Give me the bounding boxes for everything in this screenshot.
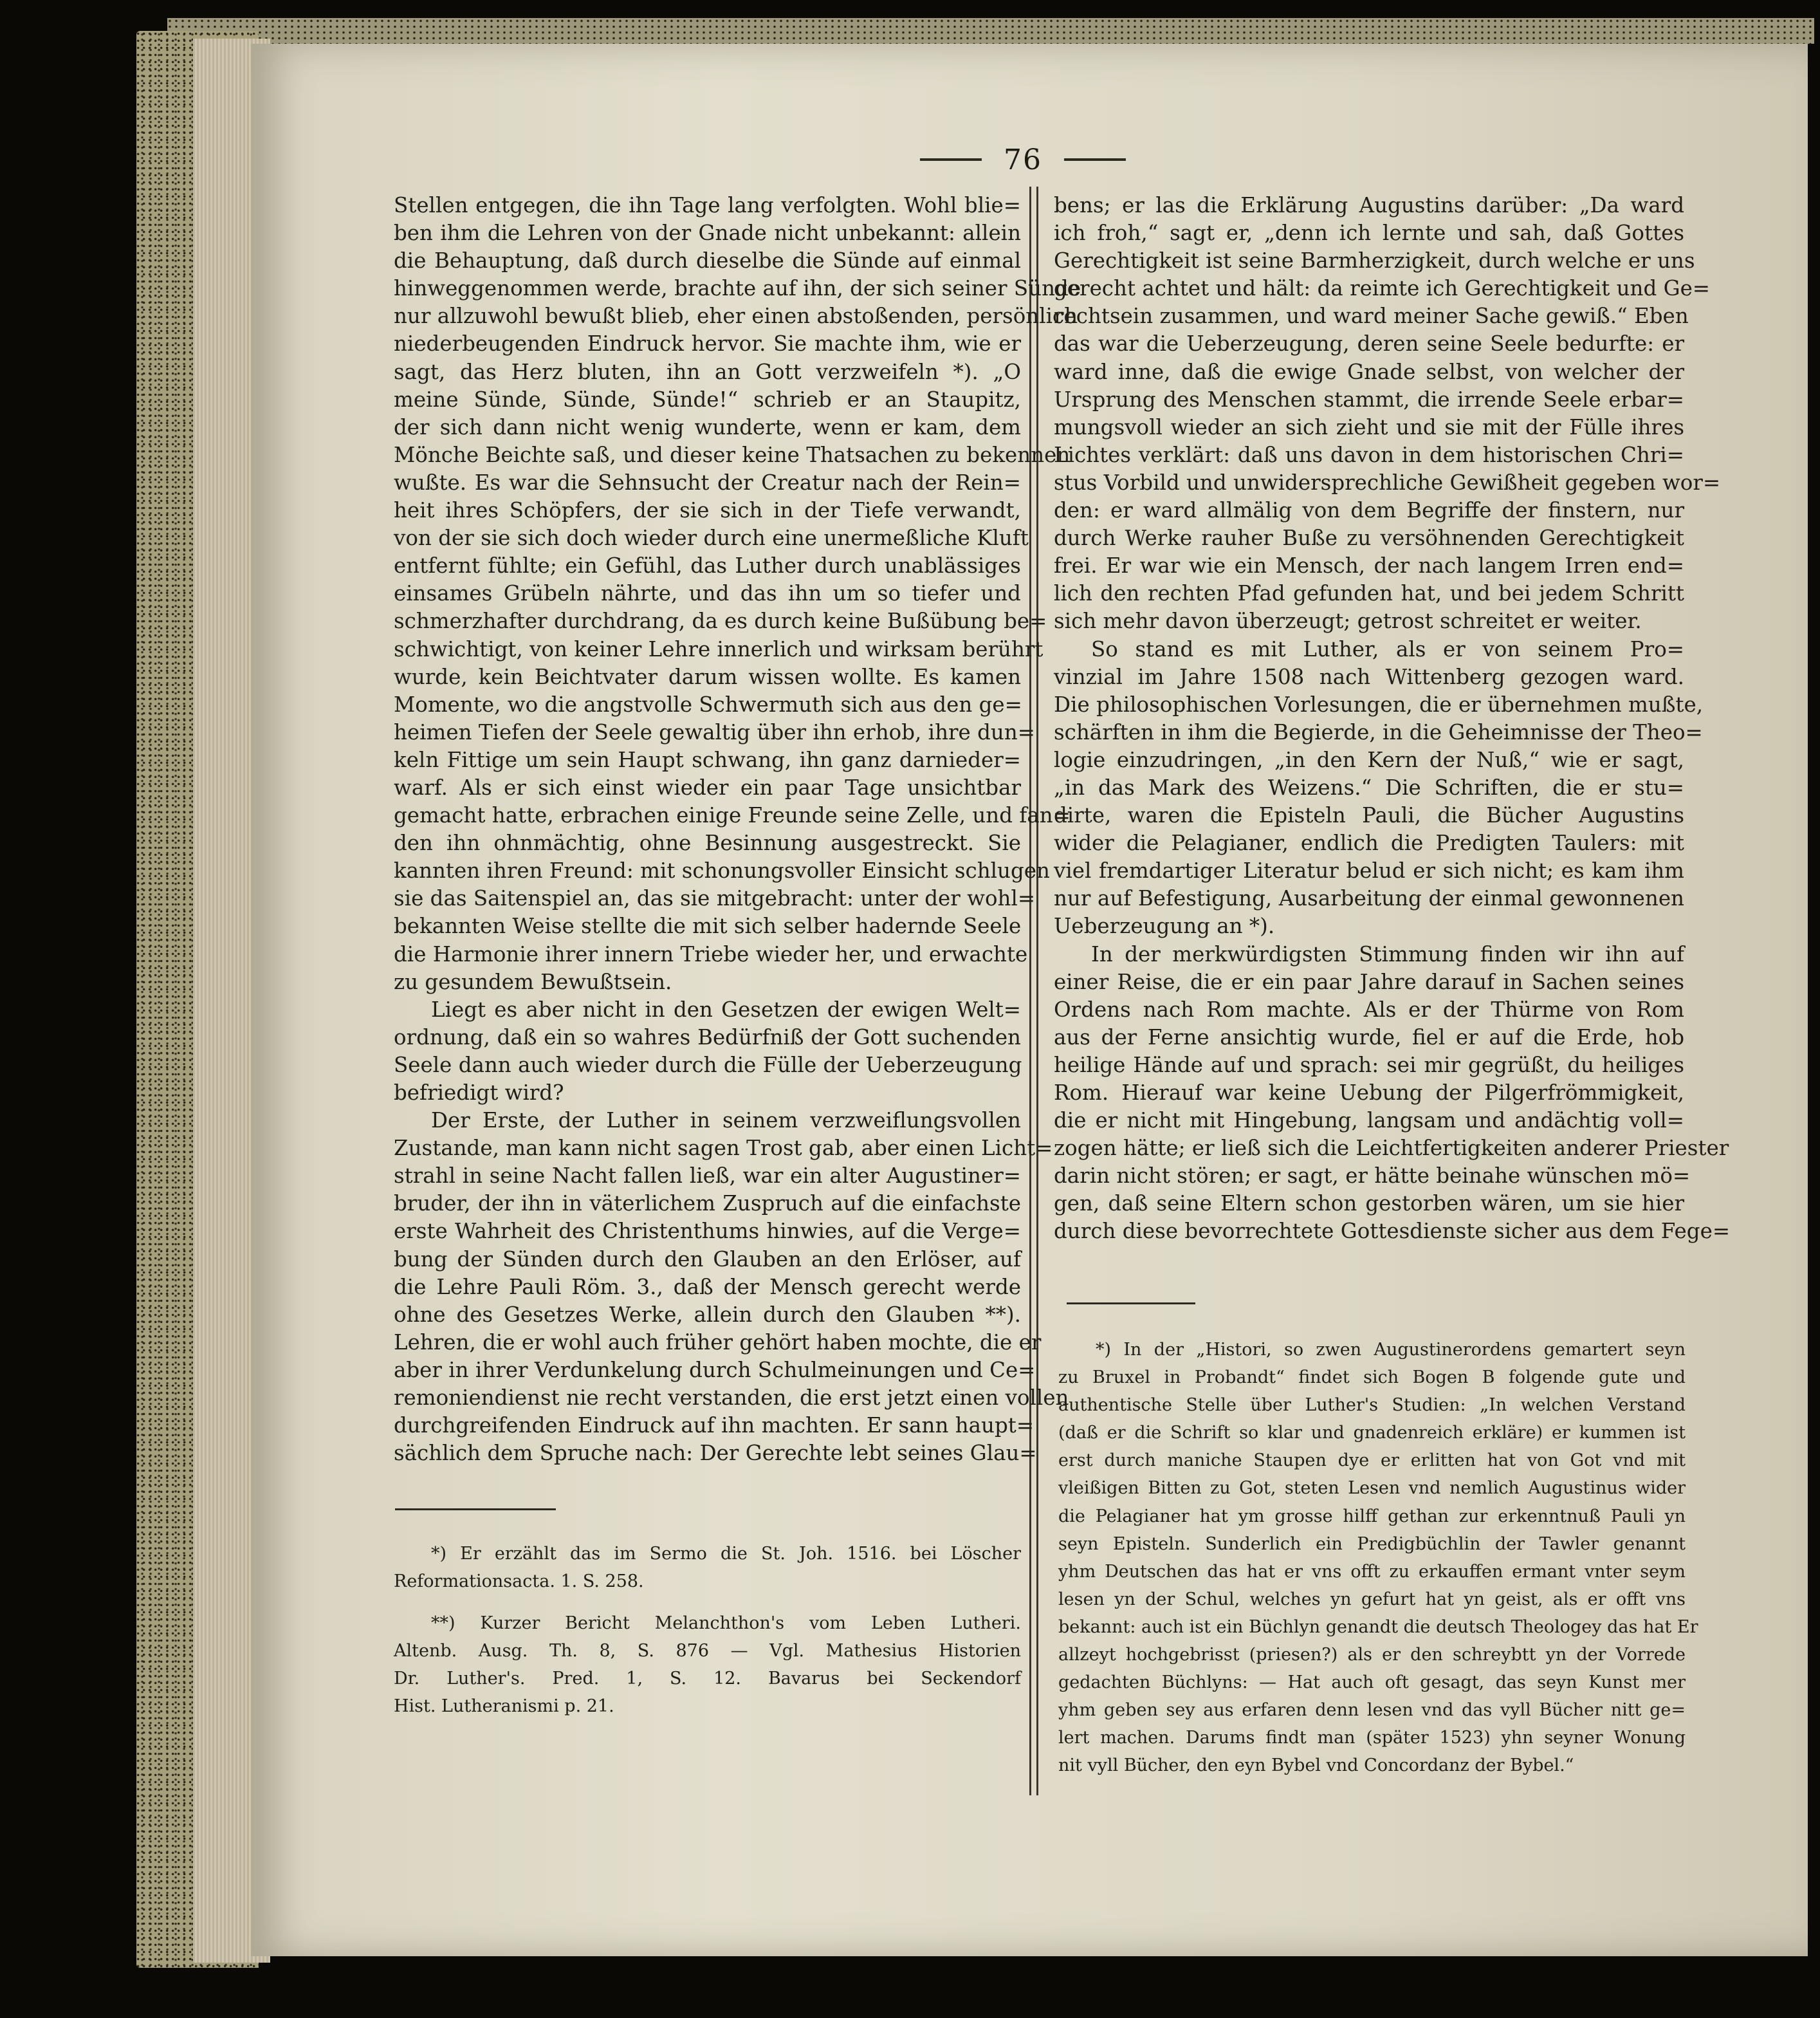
text-line: lert machen. Darums findt man (später 1523) yhn seyner Wonung [1058,1728,1686,1748]
text-line: den: er ward allmälig von dem Begriffe der finstern, nur [1054,498,1684,523]
page-number: 76 [1004,143,1042,176]
header-dash-right [1064,158,1126,161]
text-line: bekannten Weise stellte die mit sich selber hadernde Seele [394,914,1022,939]
text-line: entfernt fühlte; ein Gefühl, das Luther durch unablässiges [394,553,1021,579]
text-line: wider die Pelagianer, endlich die Predigten Taulers: mit [1054,831,1684,856]
column-divider [1029,187,1038,1795]
text-line: Stellen entgegen, die ihn Tage lang verfolgten. Wohl blie= [394,193,1021,218]
text-line: Lehren, die er wohl auch früher gehört haben mochte, die er [394,1329,1042,1355]
text-line: den ihn ohnmächtig, ohne Besinnung ausgestreckt. Sie [394,831,1021,856]
text-line: schmerzhafter durchdrang, da es durch keine Bußübung be= [394,609,1047,634]
text-line: stus Vorbild und unwidersprechliche Gewißheit gegeben wor= [1054,470,1721,495]
text-line: *) Er erzählt das im Sermo die St. Joh. 1516. bei Löscher [431,1544,1021,1564]
text-line: meine Sünde, Sünde, Sünde!“ schrieb er an Staupitz, [394,387,1021,412]
text-line: rechtsein zusammen, und ward meiner Sache gewiß.“ Eben [1054,304,1689,329]
text-line: ohne des Gesetzes Werke, allein durch den Glauben **). [394,1302,1021,1327]
text-line: allzeyt hochgebrisst (priesen?) als er den schreybtt yn der Vorrede [1058,1645,1686,1665]
footnote-rule-right [1067,1302,1195,1304]
text-line: zu gesundem Bewußtsein. [394,969,672,994]
text-line: dirte, waren die Episteln Pauli, die Bücher Augustins [1054,803,1684,828]
text-line: ward inne, daß die ewige Gnade selbst, von welcher der [1054,359,1684,384]
text-line: sagt, das Herz bluten, ihn an Gott verzweifeln *). „O [394,359,1021,384]
text-line: frei. Er war wie ein Mensch, der nach langem Irren end= [1054,553,1684,579]
text-line: sächlich dem Spruche nach: Der Gerechte lebt seines Glau= [394,1441,1037,1466]
text-line: logie einzudringen, „in den Kern der Nuß,“ wie er sagt, [1054,747,1684,772]
text-line: Seele dann auch wieder durch die Fülle der Ueberzeugung [394,1052,1022,1077]
text-line: heimen Tiefen der Seele gewaltig über ihn erhob, ihre dun= [394,719,1035,745]
text-line: **) Kurzer Bericht Melanchthon's vom Leben Lutheri. [431,1613,1021,1634]
text-line: Der Erste, der Luther in seinem verzweiflungsvollen [431,1108,1021,1133]
text-line: wußte. Es war die Sehnsucht der Creatur nach der Rein= [394,470,1021,495]
text-line: bekannt: auch ist ein Büchlyn genandt die deutsch Theologey das hat Er [1058,1616,1698,1637]
text-line: sich mehr davon überzeugt; getrost schreitet er weiter. [1054,609,1642,634]
text-line: Momente, wo die angstvolle Schwermuth sich aus den ge= [394,692,1022,717]
text-line: befriedigt wird? [394,1080,564,1105]
text-line: Zustande, man kann nicht sagen Trost gab, aber einen Licht= [394,1136,1053,1161]
text-line: kannten ihren Freund: mit schonungsvoller Einsicht schlugen [394,858,1050,884]
text-line: yhm geben sey aus erfaren denn lesen vnd das vyll Bücher nitt ge= [1058,1700,1686,1721]
text-line: seyn Episteln. Sunderlich ein Predigbüchlin der Tawler genannt [1058,1533,1686,1554]
text-line: bruder, der ihn in väterlichem Zuspruch auf die einfachste [394,1191,1021,1216]
text-line: sie das Saitenspiel an, das sie mitgebracht: unter der wohl= [394,886,1036,911]
text-line: Gerechtigkeit ist seine Barmherzigkeit, durch welche er uns [1054,248,1695,273]
text-line: keln Fittige um sein Haupt schwang, ihn ganz darnieder= [394,747,1021,772]
text-line: ich froh,“ sagt er, „denn ich lernte und sah, daß Gottes [1054,221,1684,246]
text-line: Ueberzeugung an *). [1054,914,1275,939]
text-line: yhm Deutschen das hat er vns offt zu erkauffen ermant vnter seym [1058,1561,1686,1582]
text-line: durchgreifenden Eindruck auf ihn machten. Er sann haupt= [394,1413,1034,1438]
text-line: vinzial im Jahre 1508 nach Wittenberg gezogen ward. [1054,664,1684,689]
text-line: gen, daß seine Eltern schon gestorben wären, um sie hier [1054,1191,1684,1216]
text-line: heit ihres Schöpfers, der sie sich in der Tiefe verwandt, [394,498,1021,523]
footnotes-left [394,1543,1021,1724]
left-text-column [394,192,1081,1467]
text-line: bung der Sünden durch den Glauben an den Erlöser, auf [394,1246,1021,1272]
text-line: Ordens nach Rom machte. Als er der Thürme von Rom [1054,997,1684,1022]
text-line: Mönche Beichte saß, und dieser keine Thatsachen zu bekennen [394,442,1071,467]
text-line: strahl in seine Nacht fallen ließ, war ein alter Augustiner= [394,1163,1021,1189]
text-line: Lichtes verklärt: daß uns davon in dem historischen Chri= [1054,442,1684,467]
text-line: authentische Stelle über Luther's Studien: „In welchen Verstand [1058,1395,1686,1416]
text-line: (daß er die Schrift so klar und gnadenreich erkläre) er kummen ist [1058,1423,1686,1443]
text-line: nur auf Befestigung, Ausarbeitung der einmal gewonnenen [1054,886,1684,911]
text-line: remoniendienst nie recht verstanden, die erst jetzt einen vollen [394,1385,1069,1411]
text-line: die Pelagianer hat ym grosse hilff gethan zur erkenntnuß Pauli yn [1058,1506,1686,1526]
text-line: heilige Hände auf und sprach: sei mir gegrüßt, du heiliges [1054,1052,1684,1077]
text-line: wurde, kein Beichtvater darum wissen wollte. Es kamen [394,664,1021,689]
text-line: lich den rechten Pfad gefunden hat, und bei jedem Schritt [1054,581,1684,606]
text-line: warf. Als er sich einst wieder ein paar Tage unsichtbar [394,775,1021,800]
text-line: schwichtigt, von keiner Lehre innerlich und wirksam berührt [394,636,1043,662]
text-line: das war die Ueberzeugung, deren seine Seele bedurfte: er [1054,331,1684,356]
text-line: nur allzuwohl bewußt blieb, eher einen abstoßenden, persönlich [394,304,1078,329]
text-line: der sich dann nicht wenig wunderte, wenn er kam, dem [394,414,1021,440]
text-line: niederbeugenden Eindruck hervor. Sie machte ihm, wie er [394,331,1021,356]
text-line: gerecht achtet und hält: da reimte ich Gerechtigkeit und Ge= [1054,276,1711,301]
text-line: ordnung, daß ein so wahres Bedürfniß der Gott suchenden [394,1024,1021,1050]
text-line: durch Werke rauher Buße zu versöhnenden Gerechtigkeit [1054,526,1684,551]
text-line: So stand es mit Luther, als er von seinem Pro= [1091,636,1684,662]
page-header [888,134,1158,185]
text-line: Rom. Hierauf war keine Uebung der Pilgerfrömmigkeit, [1054,1080,1684,1105]
text-line: *) In der „Histori, so zwen Augustinerordens gemartert seyn [1096,1340,1686,1360]
book-top-edge [167,18,1814,44]
text-line: gemacht hatte, erbrachen einige Freunde seine Zelle, und fan= [394,803,1071,828]
text-line: darin nicht stören; er sagt, er hätte beinahe wünschen mö= [1054,1163,1691,1189]
text-line: hinweggenommen werde, brachte auf ihn, der sich seiner Sünde [394,276,1081,301]
text-line: Die philosophischen Vorlesungen, die er übernehmen mußte, [1054,692,1704,717]
text-line: bens; er las die Erklärung Augustins darüber: „Da ward [1054,193,1684,218]
text-line: nit vyll Bücher, den eyn Bybel vnd Concordanz der Bybel.“ [1058,1755,1574,1776]
text-line: von der sie sich doch wieder durch eine unermeßliche Kluft [394,526,1029,551]
text-line: „in das Mark des Weizens.“ Die Schriften, die er stu= [1054,775,1684,800]
text-line: vleißigen Bitten zu Got, steten Lesen vnd nemlich Augustinus wider [1058,1478,1686,1499]
header-dash-left [920,158,982,161]
text-line: Liegt es aber nicht in den Gesetzen der ewigen Welt= [431,997,1021,1022]
note-gap [394,1598,1021,1613]
text-line: einer Reise, die er ein paar Jahre darauf in Sachen seines [1054,969,1684,994]
text-line: aus der Ferne ansichtig wurde, fiel er auf die Erde, hob [1054,1024,1684,1050]
text-line: viel fremdartiger Literatur belud er sich nicht; es kam ihm [1054,858,1684,884]
text-line: mungsvoll wieder an sich zieht und sie mit der Fülle ihres [1054,414,1684,440]
text-line: durch diese bevorrechtete Gottesdienste sicher aus dem Fege= [1054,1219,1731,1244]
footnotes-right [1058,1339,1698,1783]
text-line: Hist. Lutheranismi p. 21. [394,1696,614,1717]
text-line: die Harmonie ihrer innern Triebe wieder her, und erwachte [394,941,1028,967]
text-line: Altenb. Ausg. Th. 8, S. 876 — Vgl. Mathesius Historien [394,1641,1021,1662]
text-line: lesen yn der Schul, welches yn gefurt hat yn geist, als er offt vns [1058,1589,1686,1609]
text-line: die er nicht mit Hingebung, langsam und andächtig voll= [1054,1108,1684,1133]
text-line: zogen hätte; er ließ sich die Leichtfertigkeiten anderer Priester [1054,1136,1729,1161]
text-line: einsames Grübeln nährte, und das ihn um so tiefer und [394,581,1021,606]
text-line: Dr. Luther's. Pred. 1, S. 12. Bavarus bei Seckendorf [394,1669,1021,1689]
text-line: aber in ihrer Verdunkelung durch Schulmeinungen und Ce= [394,1357,1036,1382]
right-text-column [1054,192,1731,1246]
text-line: Reformationsacta. 1. S. 258. [394,1571,644,1592]
text-line: erst durch maniche Staupen dye er erlitten hat von Got vnd mit [1058,1450,1686,1471]
text-line: erste Wahrheit des Christenthums hinwies, auf die Verge= [394,1219,1021,1244]
footnote-rule-left [395,1508,556,1510]
text-line: die Lehre Pauli Röm. 3., daß der Mensch gerecht werde [394,1274,1021,1299]
text-line: die Behauptung, daß durch dieselbe die Sünde auf einmal [394,248,1021,273]
text-line: zu Bruxel in Probandt“ findet sich Bogen B folgende gute und [1058,1367,1686,1388]
text-line: gedachten Büchlyns: — Hat auch oft gesagt, das seyn Kunst mer [1058,1672,1686,1693]
text-line: Ursprung des Menschen stammt, die irrende Seele erbar= [1054,387,1684,412]
text-line: ben ihm die Lehren von der Gnade nicht unbekannt: allein [394,221,1021,246]
text-line: In der merkwürdigsten Stimmung finden wir ihn auf [1091,941,1684,967]
text-line: schärften in ihm die Begierde, in die Geheimnisse der Theo= [1054,719,1703,745]
